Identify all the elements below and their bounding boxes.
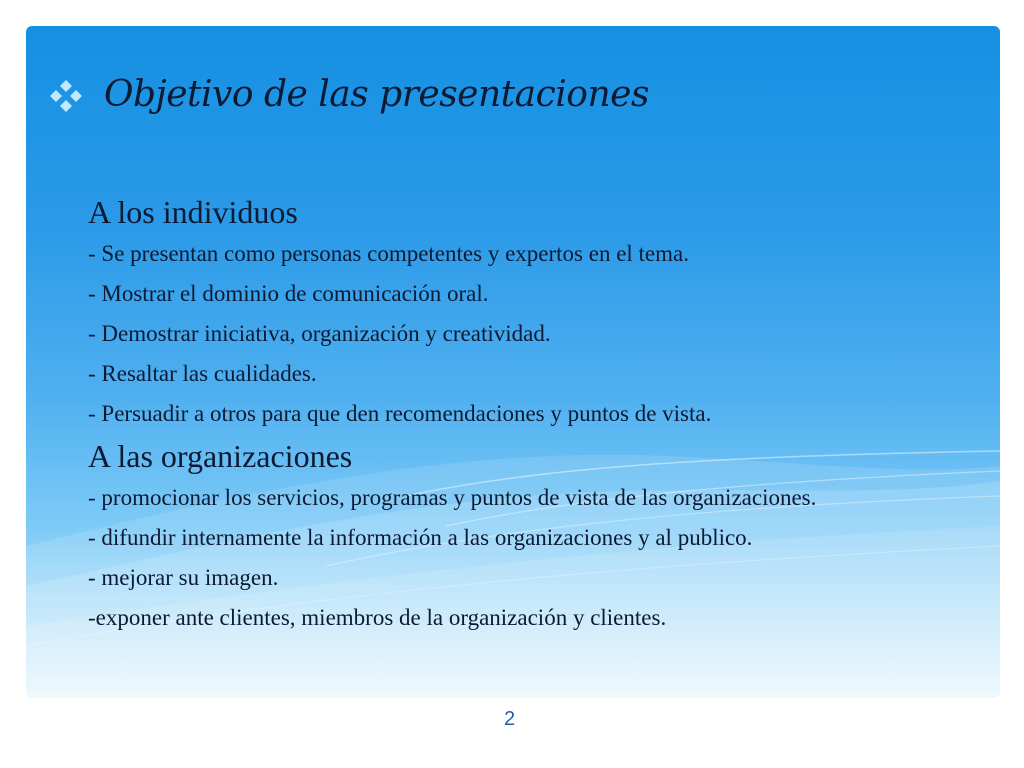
slide-title: Objetivo de las presentaciones: [104, 74, 649, 115]
section-heading-individuos: A los individuos: [88, 194, 298, 230]
list-item: - mejorar su imagen.: [88, 565, 279, 590]
slide-content: [88, 190, 988, 638]
list-item: - promocionar los servicios, programas y puntos de vista de las organizaciones.: [88, 485, 817, 510]
list-item: - Se presentan como personas competentes y expertos en el tema.: [88, 241, 689, 266]
section-heading-organizaciones: A las organizaciones: [88, 438, 353, 474]
diamond-cluster-icon: [48, 78, 84, 114]
list-item: - Persuadir a otros para que den recomendaciones y puntos de vista.: [88, 401, 712, 426]
list-item: -exponer ante clientes, miembros de la organización y clientes.: [88, 605, 667, 630]
list-item: - Demostrar iniciativa, organización y creatividad.: [88, 321, 551, 346]
page-number: 2: [504, 708, 516, 730]
list-item: - Resaltar las cualidades.: [88, 361, 317, 386]
list-item: - difundir internamente la información a las organizaciones y al publico.: [88, 525, 753, 550]
list-item: - Mostrar el dominio de comunicación oral.: [88, 281, 489, 306]
